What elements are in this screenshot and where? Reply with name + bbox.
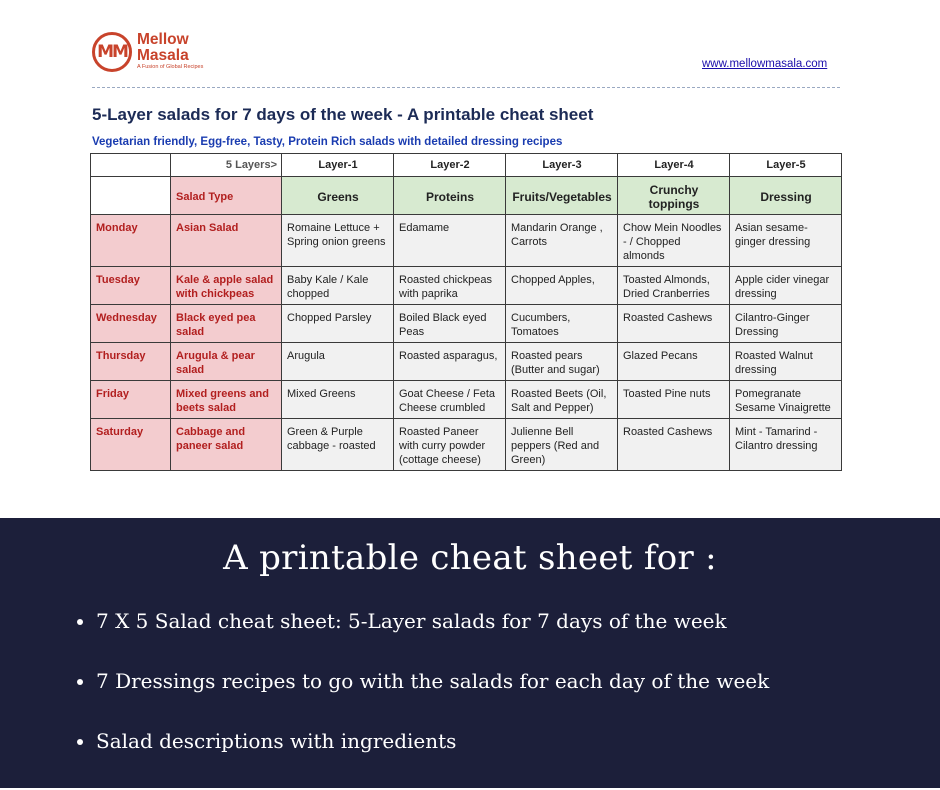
salad-name-cell: Mixed greens and beets salad <box>171 381 282 419</box>
layer-cell: Chopped Apples, <box>506 267 618 305</box>
layer-header: Layer-3 <box>506 154 618 177</box>
salad-name-cell: Arugula & pear salad <box>171 343 282 381</box>
layer-cell: Cucumbers, Tomatoes <box>506 305 618 343</box>
table-row <box>91 215 842 267</box>
layer-cell: Green & Purple cabbage - roasted <box>282 419 394 471</box>
logo-name-line2: Masala <box>137 46 189 64</box>
layer-cell: Chow Mein Noodles - / Chopped almonds <box>618 215 730 267</box>
info-panel <box>0 518 940 788</box>
header-corner-cell <box>91 154 171 177</box>
layer-cell: Glazed Pecans <box>618 343 730 381</box>
layer-cell: Roasted chickpeas with paprika <box>394 267 506 305</box>
salad-table <box>90 153 842 471</box>
list-item: • Salad descriptions with ingredients <box>96 730 769 753</box>
panel-heading: A printable cheat sheet for : <box>223 538 717 578</box>
layer-cell: Toasted Pine nuts <box>618 381 730 419</box>
salad-type-label: Salad Type <box>171 177 282 215</box>
table-row <box>91 305 842 343</box>
layer-cell: Toasted Almonds, Dried Cranberries <box>618 267 730 305</box>
table-row <box>91 267 842 305</box>
layer-cell: Roasted Walnut dressing <box>730 343 842 381</box>
layer-cell: Romaine Lettuce + Spring onion greens <box>282 215 394 267</box>
day-cell: Thursday <box>91 343 171 381</box>
logo-tagline: A Fusion of Global Recipes <box>137 64 204 70</box>
layer-cell: Mint - Tamarind - Cilantro dressing <box>730 419 842 471</box>
layer-cell: Apple cider vinegar dressing <box>730 267 842 305</box>
salad-name-cell: Asian Salad <box>171 215 282 267</box>
layer-cell: Boiled Black eyed Peas <box>394 305 506 343</box>
type-header: Dressing <box>730 177 842 215</box>
layer-cell: Roasted asparagus, <box>394 343 506 381</box>
day-cell: Tuesday <box>91 267 171 305</box>
layer-header: Layer-1 <box>282 154 394 177</box>
layer-header: Layer-4 <box>618 154 730 177</box>
layer-cell: Cilantro-Ginger Dressing <box>730 305 842 343</box>
type-header: Proteins <box>394 177 506 215</box>
type-header: Crunchy toppings <box>618 177 730 215</box>
layers-label: 5 Layers> <box>171 154 282 177</box>
list-item: • 7 Dressings recipes to go with the salads for each day of the week <box>96 670 769 693</box>
layer-header: Layer-5 <box>730 154 842 177</box>
layer-cell: Roasted Cashews <box>618 419 730 471</box>
layer-cell: Roasted Cashews <box>618 305 730 343</box>
layer-cell: Chopped Parsley <box>282 305 394 343</box>
layer-cell: Roasted pears (Butter and sugar) <box>506 343 618 381</box>
day-cell: Friday <box>91 381 171 419</box>
header-divider <box>92 87 840 88</box>
brand-logo <box>92 32 203 72</box>
layer-cell: Julienne Bell peppers (Red and Green) <box>506 419 618 471</box>
day-cell: Monday <box>91 215 171 267</box>
table-row <box>91 343 842 381</box>
layer-header: Layer-2 <box>394 154 506 177</box>
feature-list <box>72 610 769 790</box>
layer-cell: Asian sesame-ginger dressing <box>730 215 842 267</box>
type-header: Fruits/Vegetables <box>506 177 618 215</box>
salad-name-cell: Black eyed pea salad <box>171 305 282 343</box>
layer-cell: Roasted Paneer with curry powder (cottage cheese) <box>394 419 506 471</box>
salad-name-cell: Cabbage and paneer salad <box>171 419 282 471</box>
day-cell: Saturday <box>91 419 171 471</box>
layer-cell: Roasted Beets (Oil, Salt and Pepper) <box>506 381 618 419</box>
site-url-link[interactable]: www.mellowmasala.com <box>702 58 828 70</box>
sheet-subtitle: Vegetarian friendly, Egg-free, Tasty, Protein Rich salads with detailed dressing recipes <box>92 136 563 148</box>
type-header: Greens <box>282 177 394 215</box>
layer-header-row <box>91 154 842 177</box>
logo-text <box>137 32 203 71</box>
table-row <box>91 381 842 419</box>
type-corner-cell <box>91 177 171 215</box>
type-header-row <box>91 177 842 215</box>
day-cell: Wednesday <box>91 305 171 343</box>
list-item: • 7 X 5 Salad cheat sheet: 5-Layer salads for 7 days of the week <box>96 610 769 633</box>
layer-cell: Edamame <box>394 215 506 267</box>
layer-cell: Mandarin Orange , Carrots <box>506 215 618 267</box>
sheet-title: 5-Layer salads for 7 days of the week - A printable cheat sheet <box>92 105 594 124</box>
layer-cell: Arugula <box>282 343 394 381</box>
logo-mark-icon: MM <box>92 32 132 72</box>
layer-cell: Baby Kale / Kale chopped <box>282 267 394 305</box>
layer-cell: Pomegranate Sesame Vinaigrette <box>730 381 842 419</box>
layer-cell: Mixed Greens <box>282 381 394 419</box>
table-row <box>91 419 842 471</box>
logo-name-line1: Mellow <box>137 31 189 48</box>
layer-cell: Goat Cheese / Feta Cheese crumbled <box>394 381 506 419</box>
salad-name-cell: Kale & apple salad with chickpeas <box>171 267 282 305</box>
